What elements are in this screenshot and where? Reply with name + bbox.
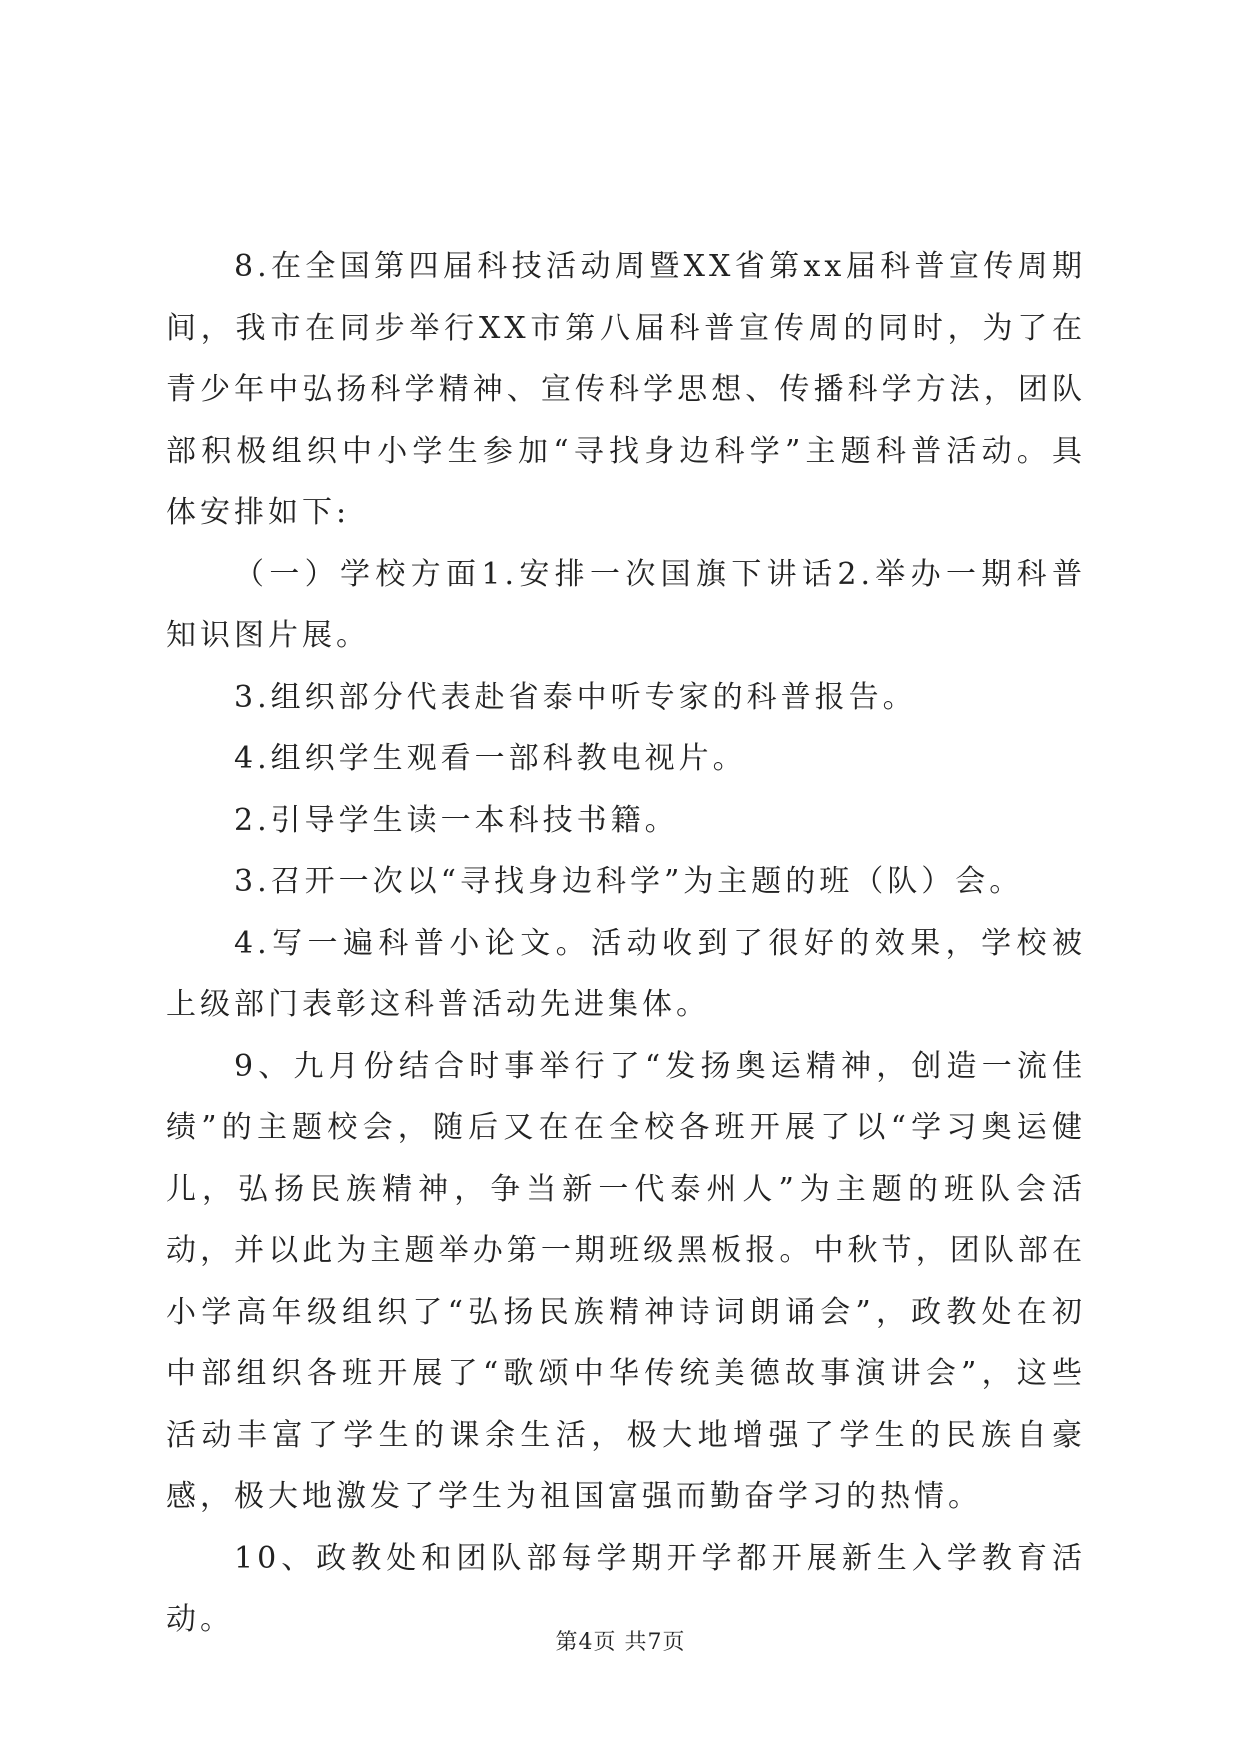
page-number-footer: 第4页 共7页 (555, 1630, 686, 1655)
paragraph-item-9: 9、九月份结合时事举行了“发扬奥运精神，创造一流佳绩”的主题校会，随后又在在全校各班开展了以“学习奥运健儿，弘扬民族精神，争当新一代泰州人”为主题的班队会活动，并以此为主题举办第一期班级黑板报。中秋节，团队部在小学高年级组织了“弘扬民族精神诗词朗诵会”，政教处在初中部组织各班开展了“歌颂中华传统美德故事演讲会”，这些活动丰富了学生的课余生活，极大地增强了学生的民族自豪感，极大地激发了学生为祖国富强而勤奋学习的热情。 (166, 1048, 1086, 1514)
paragraph-expert-report: 3.组织部分代表赴省泰中听专家的科普报告。 (234, 679, 917, 715)
document-body (166, 236, 1086, 1651)
paragraph-science-essay: 4.写一遍科普小论文。活动收到了很好的效果，学校被上级部门表彰这科普活动先进集体。 (166, 925, 1086, 1022)
paragraph-class-meeting: 3.召开一次以“寻找身边科学”为主题的班（队）会。 (234, 864, 1024, 899)
paragraph-item-10: 10、政教处和团队部每学期开学都开展新生入学教育活动。 (166, 1540, 1086, 1637)
paragraph-tv-film: 4.组织学生观看一部科教电视片。 (234, 741, 747, 776)
paragraph-school-aspects: （一）学校方面1.安排一次国旗下讲话2.举办一期科普知识图片展。 (166, 556, 1086, 653)
paragraph-science-book: 2.引导学生读一本科技书籍。 (234, 802, 679, 838)
paragraph-item-8: 8.在全国第四届科技活动周暨XX省第xx届科普宣传周期间，我市在同步举行XX市第八届科普宣传周的同时，为了在青少年中弘扬科学精神、宣传科学思想、传播科学方法，团队部积极组织中小学生参加“寻找身边科学”主题科普活动。具体安排如下: (166, 249, 1086, 530)
